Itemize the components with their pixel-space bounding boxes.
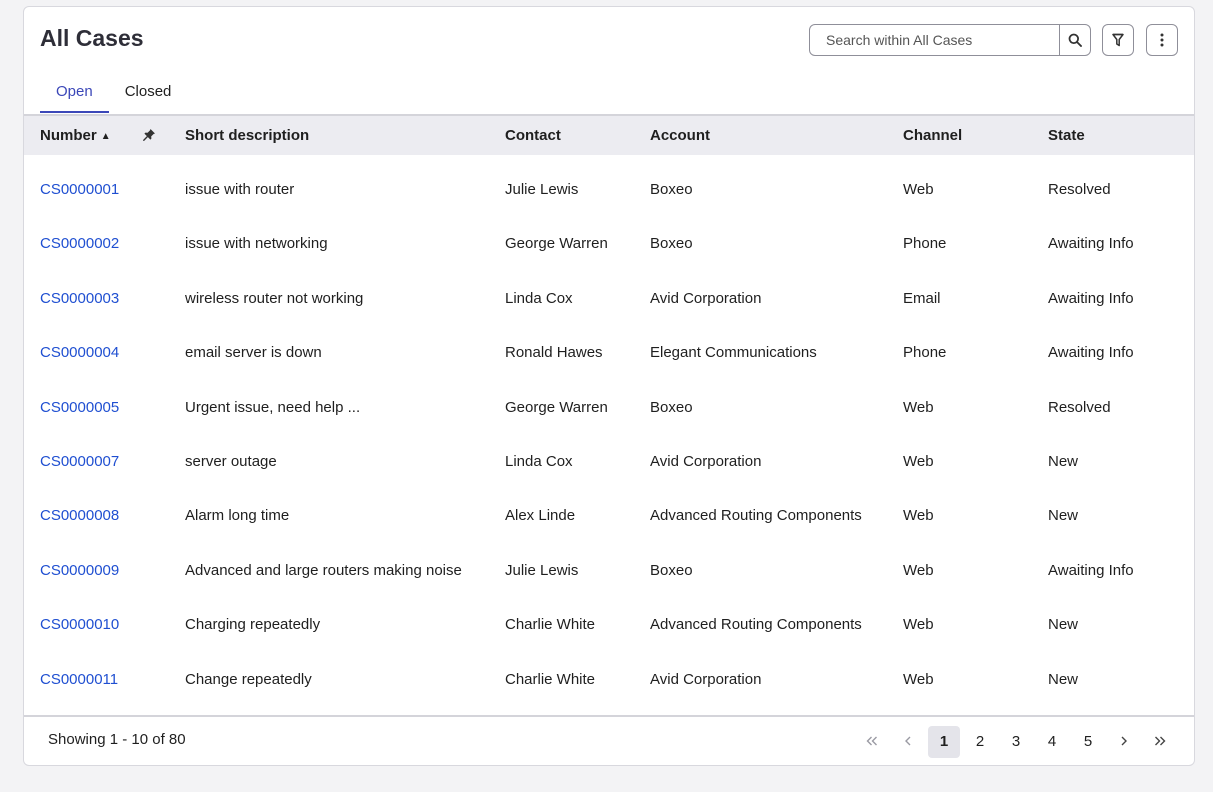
state-cell: Awaiting Info [1048,235,1134,253]
tab-open[interactable]: Open [40,83,109,113]
table-row [24,381,1195,435]
account-cell: Boxeo [650,398,693,416]
short-description-cell: Alarm long time [185,507,290,525]
column-header-state[interactable]: State [1048,127,1085,144]
state-cell: Resolved [1048,398,1111,416]
pin-icon [143,128,156,141]
table-footer [24,715,1195,766]
account-cell: Avid Corporation [650,452,762,470]
column-label-number: Number [40,127,97,144]
channel-cell: Web [903,616,934,634]
contact-cell: Linda Cox [505,289,573,307]
sort-ascending-icon: ▲ [100,131,111,142]
case-number-link[interactable]: CS0000008 [40,507,120,525]
account-cell: Advanced Routing Components [650,616,862,634]
state-cell: New [1048,670,1079,688]
short-description-cell: issue with networking [185,235,328,253]
table-row [24,163,1195,217]
channel-cell: Email [903,289,941,307]
previous-page-button[interactable] [892,726,924,758]
previous-page-icon [904,736,912,746]
tab-bar [40,83,187,113]
contact-cell: Charlie White [505,670,596,688]
tab-closed[interactable]: Closed [124,83,172,100]
short-description-cell: wireless router not working [185,289,364,307]
table-row [24,598,1195,652]
pagination [856,726,1180,758]
state-cell: New [1048,616,1079,634]
short-description-cell: Advanced and large routers making noise [185,561,462,579]
account-cell: Boxeo [650,181,693,198]
short-description-cell: Change repeatedly [185,670,312,688]
search-box [809,24,1091,56]
channel-cell: Web [903,561,934,579]
channel-cell: Phone [903,344,947,362]
account-cell: Elegant Communications [650,344,817,362]
filter-button[interactable] [1102,24,1134,56]
page-title: All Cases [40,25,144,51]
contact-cell: Julie Lewis [505,181,579,198]
short-description-cell: issue with router [185,181,295,198]
case-number-link[interactable]: CS0000001 [40,181,120,198]
filter-icon [1112,33,1124,47]
case-number-link[interactable]: CS0000010 [40,616,120,634]
account-cell: Boxeo [650,561,693,579]
case-number-link[interactable]: CS0000003 [40,289,120,307]
table-row [24,435,1195,489]
record-count-label: Showing 1 - 10 of 80 [48,731,186,748]
page-button-2[interactable]: 2 [975,733,985,750]
channel-cell: Web [903,507,934,525]
table-row [24,217,1195,271]
account-cell: Avid Corporation [650,289,762,307]
contact-cell: Linda Cox [505,452,573,470]
search-button[interactable] [1059,25,1090,55]
table-body [24,163,1195,707]
column-header-account[interactable]: Account [650,127,710,144]
contact-cell: Charlie White [505,616,596,634]
more-options-button[interactable] [1146,24,1178,56]
column-header-short-description[interactable]: Short description [185,127,310,144]
state-cell: Resolved [1048,181,1111,198]
state-cell: Awaiting Info [1048,561,1134,579]
account-cell: Avid Corporation [650,670,762,688]
channel-cell: Web [903,452,934,470]
table-row [24,326,1195,380]
state-cell: Awaiting Info [1048,289,1134,307]
contact-cell: George Warren [505,398,608,416]
page-button-1[interactable]: 1 [928,726,960,758]
short-description-cell: email server is down [185,344,322,362]
case-number-link[interactable]: CS0000011 [40,670,119,688]
pin-column-button[interactable] [143,128,156,146]
account-cell: Boxeo [650,235,693,253]
table-row [24,489,1195,543]
next-page-icon [1120,736,1128,746]
short-description-cell: server outage [185,452,277,470]
case-number-link[interactable]: CS0000005 [40,398,120,416]
next-page-button[interactable] [1108,726,1140,758]
contact-cell: Julie Lewis [505,561,579,579]
case-number-link[interactable]: CS0000007 [40,452,120,470]
cases-list-card [23,6,1195,766]
column-header-number[interactable] [40,116,111,155]
short-description-cell: Charging repeatedly [185,616,321,634]
case-number-link[interactable]: CS0000009 [40,561,120,579]
contact-cell: Alex Linde [505,507,576,525]
first-page-icon [866,736,878,746]
case-number-link[interactable]: CS0000004 [40,344,120,362]
channel-cell: Web [903,181,934,198]
page-button-4[interactable]: 4 [1047,733,1057,750]
state-cell: New [1048,507,1079,525]
last-page-icon [1154,736,1166,746]
more-vertical-icon [1160,33,1164,47]
last-page-button[interactable] [1144,726,1176,758]
case-number-link[interactable]: CS0000002 [40,235,120,253]
channel-cell: Web [903,398,934,416]
column-header-contact[interactable]: Contact [505,127,561,144]
state-cell: Awaiting Info [1048,344,1134,362]
first-page-button[interactable] [856,726,888,758]
column-header-channel[interactable]: Channel [903,127,963,144]
account-cell: Advanced Routing Components [650,507,862,525]
search-input[interactable] [810,25,1059,55]
short-description-cell: Urgent issue, need help ... [185,398,361,416]
page-button-5[interactable]: 5 [1083,733,1093,750]
channel-cell: Phone [903,235,947,253]
state-cell: New [1048,452,1079,470]
contact-cell: Ronald Hawes [505,344,603,362]
channel-cell: Web [903,670,934,688]
table-header [24,114,1195,155]
page-button-3[interactable]: 3 [1011,733,1021,750]
table-row [24,544,1195,598]
search-icon [1068,33,1082,47]
table-row [24,653,1195,707]
table-row [24,272,1195,326]
contact-cell: George Warren [505,235,608,253]
